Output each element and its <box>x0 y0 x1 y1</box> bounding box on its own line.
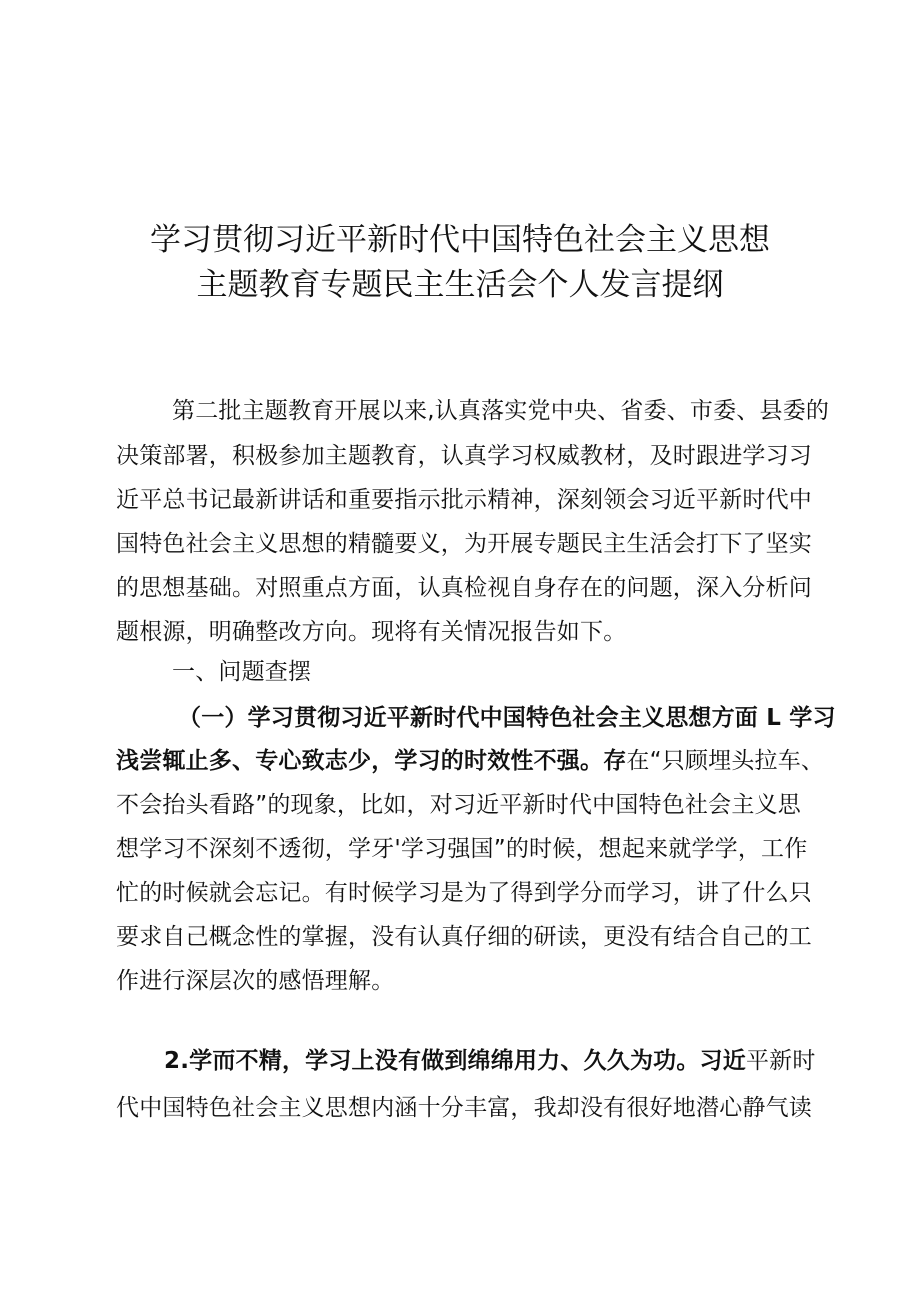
intro-line-5: 的思想基础。对照重点方面，认真检视自身存在的问题，深入分析问 <box>116 575 812 601</box>
section-heading-problems: 一、问题查摆 <box>172 659 312 685</box>
point-2-bold-lead: 2.学而不精，学习上没有做到绵绵用力、久久为功。习近 <box>164 1048 746 1074</box>
subsection-1-body-line-5: 作进行深层次的感悟理解。 <box>116 968 395 994</box>
intro-line-3: 近平总书记最新讲话和重要指示批示精神，深刻领会习近平新时代中 <box>116 487 812 513</box>
point-2-line-2: 代中国特色社会主义思想内涵十分丰富，我却没有很好地潜心静气读 <box>116 1095 812 1121</box>
subsection-1-body-line-2: 想学习不深刻不透彻，学牙'学习强国”的时候，想起来就学学，工作 <box>116 836 808 862</box>
point-2-normal-tail: 平新时 <box>745 1048 816 1074</box>
subsection-1-body-line-4: 要求自己概念性的掌握，没有认真仔细的研读，更没有结合自己的工 <box>116 924 812 950</box>
intro-line-2: 决策部署，积极参加主题教育，认真学习权威教材，及时跟进学习习 <box>116 443 812 469</box>
subsection-1-normal-tail: 在“只顾埋头拉车、 <box>626 748 825 774</box>
intro-line-4: 国特色社会主义思想的精髓要义，为开展专题民主生活会打下了坚实 <box>116 531 812 557</box>
subsection-1-line-2 <box>116 746 836 776</box>
subsection-1-body-line-3: 忙的时候就会忘记。有时候学习是为了得到学分而学习，讲了什么只 <box>116 880 812 906</box>
intro-line-6: 题根源，明确整改方向。现将有关情况报告如下。 <box>116 619 627 645</box>
intro-line-1: 第二批主题教育开展以来,认真落实党中央、省委、市委、县委的 <box>172 398 830 424</box>
subsection-1-body-line-1: 不会抬头看路”的现象，比如，对习近平新时代中国特色社会主义思 <box>116 792 801 818</box>
subsection-1-bold-lead: 浅尝辄止多、专心致志少，学习的时效性不强。存 <box>116 748 627 774</box>
subsection-1-heading: （一）学习贯彻习近平新时代中国特色社会主义思想方面 L 学习 <box>178 705 836 731</box>
point-2-line-1 <box>164 1046 884 1076</box>
document-title-line-1: 学习贯彻习近平新时代中国特色社会主义思想 <box>150 222 770 258</box>
document-title-line-2: 主题教育专题民主生活会个人发言提纲 <box>196 267 724 303</box>
